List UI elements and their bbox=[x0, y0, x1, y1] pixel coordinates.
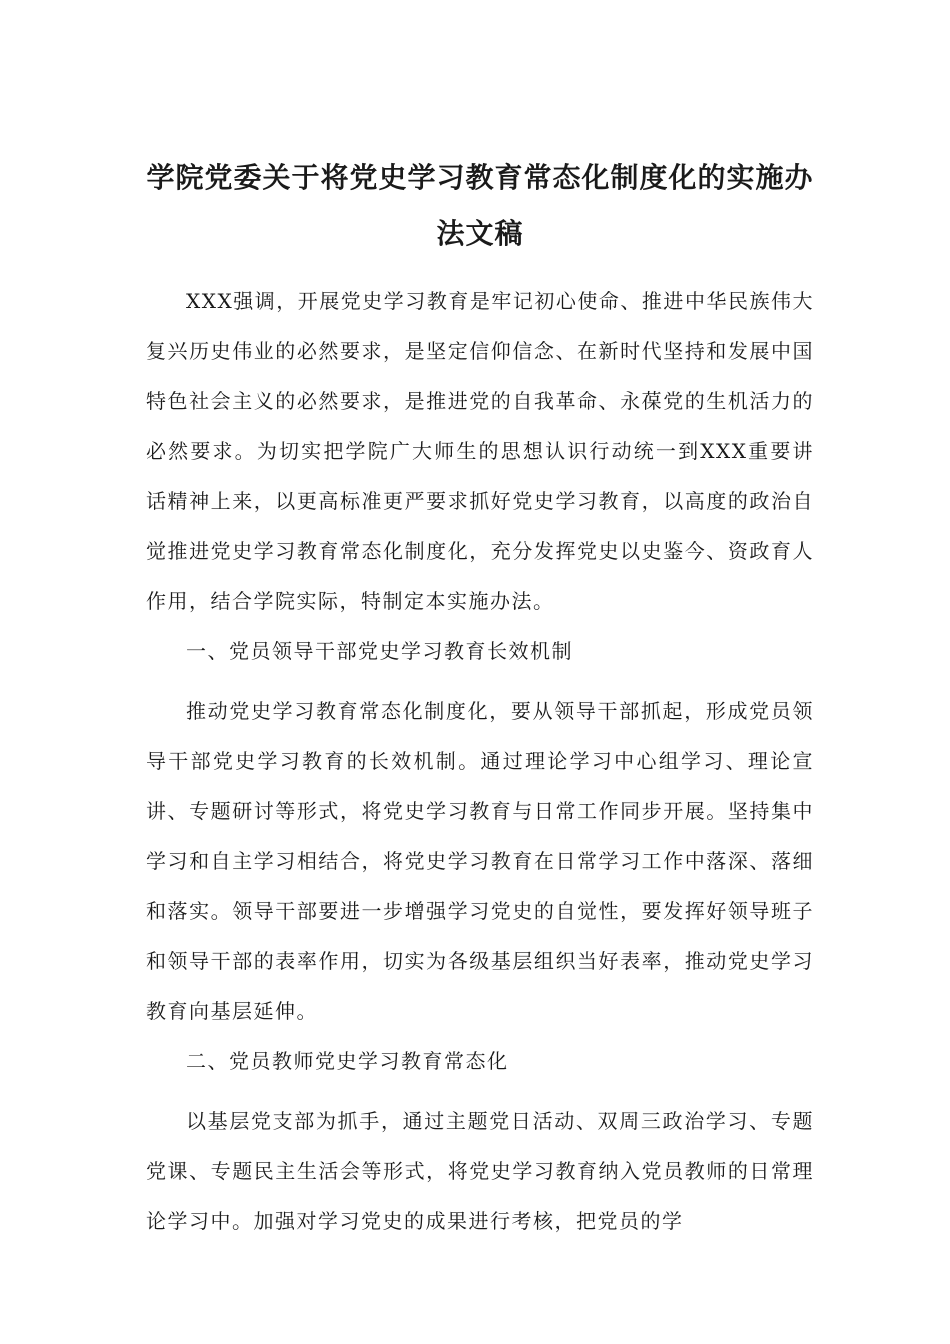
document-title bbox=[146, 150, 814, 262]
title-line-2: 法文稿 bbox=[436, 217, 524, 250]
section-1-paragraph: 推动党史学习教育常态化制度化，要从领导干部抓起，形成党员领导干部党史学习教育的长效机制。通过理论学习中心组学习、理论宣讲、专题研讨等形式，将党史学习教育与日常工作同步开展。坚持集中学习和自主学习相结合，将党史学习教育在日常学习工作中落深、落细和落实。领导干部要进一步增强学习党史的自觉性，要发挥好领导班子和领导干部的表率作用，切实为各级基层组织当好表率，推动党史学习教育向基层延伸。 bbox=[146, 699, 814, 1023]
section-1-heading: 一、党员领导干部党史学习教育长效机制 bbox=[186, 639, 573, 663]
intro-paragraph: XXX强调，开展党史学习教育是牢记初心使命、推进中华民族伟大复兴历史伟业的必然要求，是坚定信仰信念、在新时代坚持和发展中国特色社会主义的必然要求，是推进党的自我革命、永葆党的生机活力的必然要求。为切实把学院广大师生的思想认识行动统一到XXX重要讲话精神上来，以更高标准更严要求抓好党史学习教育，以高度的政治自觉推进党史学习教育常态化制度化，充分发挥党史以史鉴今、资政育人作用，结合学院实际，特制定本实施办法。 bbox=[146, 289, 814, 613]
section-2-heading: 二、党员教师党史学习教育常态化 bbox=[186, 1049, 509, 1073]
document-page bbox=[146, 150, 814, 1246]
title-line-1: 学院党委关于将党史学习教育常态化制度化的实施办 bbox=[146, 161, 814, 194]
section-2-paragraph: 以基层党支部为抓手，通过主题党日活动、双周三政治学习、专题党课、专题民主生活会等形式，将党史学习教育纳入党员教师的日常理论学习中。加强对学习党史的成果进行考核，把党员的学 bbox=[146, 1109, 814, 1233]
